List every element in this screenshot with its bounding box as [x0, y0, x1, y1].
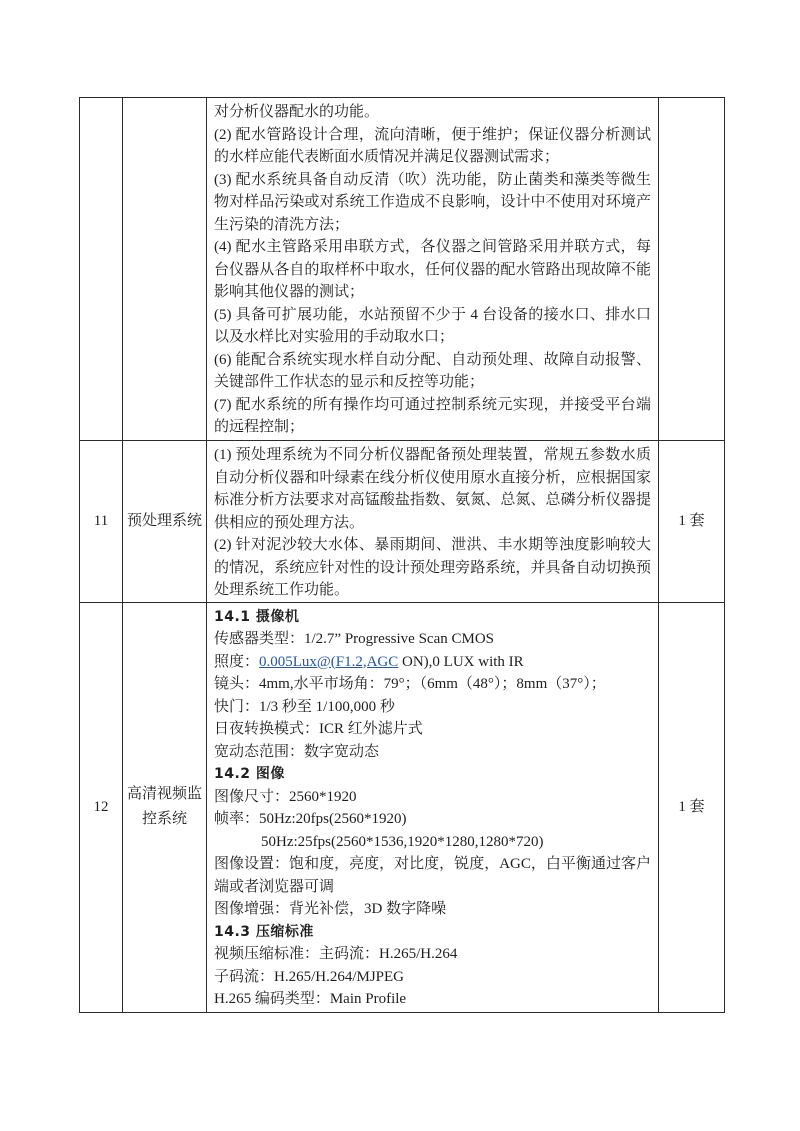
spec-line-prefix: 照度：	[214, 653, 260, 670]
spec-line: (3) 配水系统具备自动反清（吹）洗功能，防止菌类和藻类等微生物对样品污染或对系统工作造成不良影响，设计中不使用对环境产生污染的清洗方法；	[214, 171, 651, 233]
spec-line: 日夜转换模式：ICR 红外滤片式	[214, 721, 423, 737]
table-row-11	[80, 441, 725, 603]
spec-text	[214, 444, 651, 602]
spec-text	[214, 101, 651, 439]
spec-line: 快门：1/3 秒至 1/100,000 秒	[214, 698, 395, 715]
spec-line: 图像增强：背光补偿，3D 数字降噪	[214, 901, 447, 917]
spec-line: (5) 具备可扩展功能，水站预留不少于 4 台设备的接水口、排水口以及水样比对实验用的手动取水口；	[214, 306, 651, 345]
spec-detail-cell	[207, 98, 659, 441]
spec-line: (6) 能配合系统实现水样自动分配、自动预处理、故障自动报警、关键部件工作状态的显示和反控等功能；	[214, 351, 651, 390]
spec-line: (4) 配水主管路采用串联方式，各仪器之间管路采用并联方式，每台仪器从各自的取样杯中取水，任何仪器的配水管路出现故障不能影响其他仪器的测试；	[214, 239, 651, 300]
spec-line: 图像尺寸：2560*1920	[214, 788, 357, 805]
quantity-cell	[659, 98, 725, 441]
spec-detail-cell	[207, 602, 659, 1012]
quantity-cell: 1 套	[659, 441, 725, 603]
row-number-cell	[80, 98, 123, 441]
spec-line: 图像设置：饱和度，亮度，对比度，锐度，AGC，白平衡通过客户端或者浏览器可调	[214, 856, 651, 895]
section-heading: 14.3 压缩标准	[214, 923, 314, 940]
spec-line: 帧率：50Hz:20fps(2560*1920)	[214, 811, 407, 827]
spec-line: 对分析仪器配水的功能。	[214, 104, 380, 120]
spec-line: 传感器类型：1/2.7” Progressive Scan CMOS	[214, 631, 494, 647]
system-name-cell: 高清视频监控系统	[123, 602, 207, 1012]
system-name-cell	[123, 98, 207, 441]
spec-line: (2) 针对泥沙较大水体、暴雨期间、泄洪、丰水期等浊度影响较大的情况，系统应针对性的设计预处理旁路系统，并具备自动切换预处理系统工作功能。	[214, 537, 651, 598]
spec-line	[214, 651, 651, 674]
illuminance-spec-link[interactable]: 0.005Lux@(F1.2,AGC	[259, 653, 399, 670]
section-heading: 14.1 摄像机	[214, 608, 300, 625]
row-number-cell: 11	[80, 441, 123, 603]
section-heading: 14.2 图像	[214, 766, 285, 782]
spec-line-suffix: ON),0 LUX with IR	[398, 653, 524, 670]
spec-line: 镜头：4mm,水平市场角：79°；（6mm（48°）；8mm（37°）；	[214, 676, 606, 692]
spec-line: (2) 配水管路设计合理，流向清晰，便于维护；保证仪器分析测试的水样应能代表断面水质情况并满足仪器测试需求；	[214, 126, 651, 165]
spec-line: 视频压缩标准：主码流：H.265/H.264	[214, 946, 458, 962]
system-name-cell: 预处理系统	[123, 441, 207, 603]
spec-line: (1) 预处理系统为不同分析仪器配备预处理装置，常规五参数水质自动分析仪器和叶绿素在线分析仪使用原水直接分析，应根据国家标准分析方法要求对高锰酸盐指数、氨氮、总氮、总磷分析仪器提供相应的预处理方法。	[214, 447, 651, 531]
spec-line: 50Hz:25fps(2560*1536,1920*1280,1280*720)	[261, 833, 544, 850]
table-row-12	[80, 602, 725, 1012]
spec-line: (7) 配水系统的所有操作均可通过控制系统元实现，并接受平台端的远程控制；	[214, 396, 651, 435]
spec-text	[214, 606, 651, 1011]
row-number-cell: 12	[80, 602, 123, 1012]
spec-table	[79, 97, 725, 1013]
spec-line: H.265 编码类型：Main Profile	[214, 991, 407, 1007]
spec-line: 宽动态范围：数字宽动态	[214, 743, 380, 760]
quantity-cell: 1 套	[659, 602, 725, 1012]
spec-line: 子码流：H.265/H.264/MJPEG	[214, 968, 405, 985]
table-row-continuation	[80, 98, 725, 441]
spec-detail-cell	[207, 441, 659, 603]
